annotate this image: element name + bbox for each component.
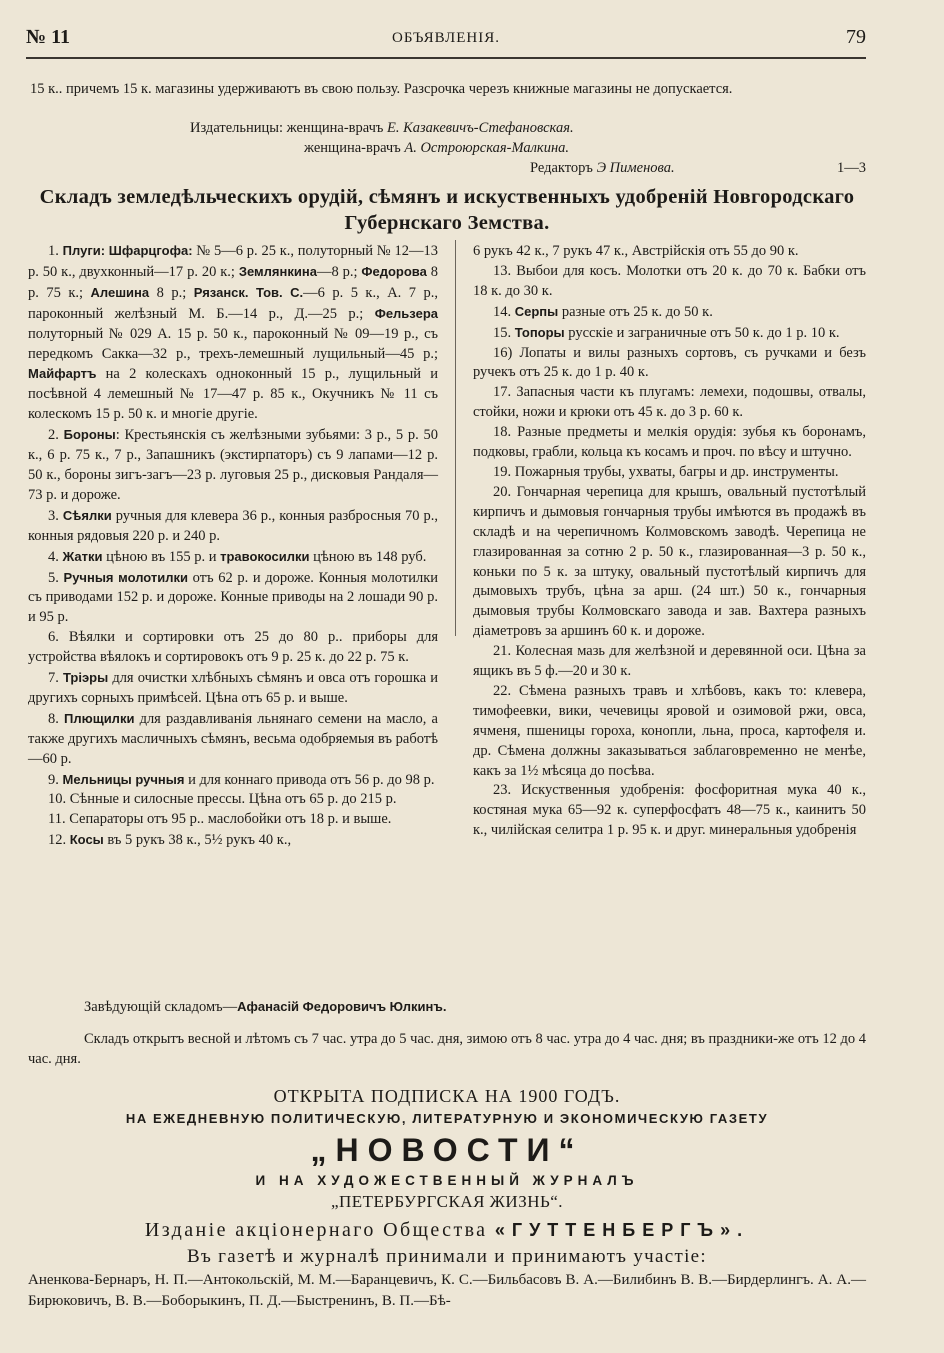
item-keyword: Мельницы ручныя [62, 771, 185, 787]
item-text: —6 р. 5 к., А. 7 р., пароконный желѣзный М. Б.—14 р., Д.—25 р.; [28, 284, 438, 322]
editor-name: Э Пименова. [596, 160, 675, 176]
item-text: 4. [48, 548, 63, 565]
item-text: 3. [48, 507, 63, 524]
item-keyword: травокосилки [220, 548, 310, 564]
list-item [473, 682, 866, 782]
item-keyword: Серпы [514, 303, 559, 319]
list-item [473, 642, 866, 682]
list-item [28, 668, 438, 709]
item-keyword: Тріэры [62, 670, 109, 686]
item-text: 7. [48, 670, 63, 687]
item-text: 19. Пожарныя трубы, ухваты, багры и др. инструменты. [493, 463, 839, 480]
list-item [28, 709, 438, 770]
item-text: № 5—6 р. 25 к., полуторный № 12—13 р. 50 к., двухконный—17 р. 20 к.; [28, 243, 439, 280]
list-item [28, 547, 438, 568]
item-keyword: Жатки [62, 548, 103, 564]
publisher-2-name: А. Остроюрская-Малкина. [404, 140, 570, 156]
item-keyword: Фельзера [374, 305, 438, 321]
list-item [473, 344, 866, 384]
item-text: 22. Сѣмена разныхъ травъ и хлѣбовъ, какъ то: клевера, тимофеевки, вики, чечевицы яровой и озимовой ржи, овса, ячменя, пшеницы гороха, конопли, льна, проса, картофеля и. др. Сѣмена должны заказываться заблаговременно не менѣе, какъ за 1½ мѣсяца до посѣва. [473, 682, 866, 779]
opening-hours-text: Складъ открытъ весной и лѣтомъ съ 7 час. утра до 5 час. дня, зимою отъ 8 час. утра до 4 час. дня; въ праздники-же отъ 12 до 4 час. дня. [28, 1031, 866, 1067]
item-text: 14. [493, 303, 515, 320]
item-text: 10. Сѣнные и силосные прессы. Цѣна отъ 65 р. до 215 р. [48, 791, 397, 808]
item-text: 12. [48, 832, 70, 849]
list-item [473, 383, 866, 423]
item-text: 6 рукъ 42 к., 7 рукъ 47 к., Австрійскія отъ 55 до 90 к. [473, 243, 799, 259]
publisher-1-title: женщина-врачъ [286, 120, 384, 136]
previous-ad-continuation: 15 к.. причемъ 15 к. магазины удерживаютъ въ свою пользу. Разсрочка черезъ книжные магазины не допускается. [30, 81, 733, 97]
item-keyword: Сѣялки [62, 507, 112, 523]
item-text: цѣною въ 155 р. и [102, 548, 221, 565]
list-item [473, 463, 866, 483]
item-text: 21. Колесная мазь для желѣзной и деревянной оси. Цѣна за ящикъ въ 5 ф.—20 и 30 к. [473, 643, 866, 680]
item-text: ручныя для клевера 36 р., конныя разбросныя 70 р., конныя рядовыя 220 р. и 240 р. [28, 507, 438, 544]
item-text: 13. Выбои для косъ. Молотки отъ 20 к. до 70 к. Бабки отъ 18 к. до 30 к. [473, 262, 866, 299]
publisher-line [28, 1219, 866, 1242]
item-keyword: Плющилки [64, 710, 135, 726]
item-text: 15. [493, 324, 515, 341]
participants-intro: Въ газетѣ и журналѣ принимали и принимаютъ участіе: [187, 1246, 707, 1267]
item-text: 23. Искуственныя удобренія: фосфоритная мука 40 к., костяная мука 65—92 к. суперфосфатъ 48—75 к., каинитъ 50 к., чилійская селитра 1 р. 95 к. и друг. минеральныя удобренія [473, 782, 866, 839]
item-text: 1. [48, 243, 63, 259]
publishers-block [190, 118, 574, 158]
item-keyword: Рязанск. Тов. С. [193, 284, 304, 300]
item-text: и для коннаго привода отъ 56 р. до 98 р. [184, 771, 435, 788]
item-text: на 2 колескахъ одноконный 15 р., лущильный и посѣвной 4 лемешный № 17—47 р. 85 к., Окучникъ № 11 съ колескомъ 15 р. 50 к. и многіе другіе. [28, 366, 438, 423]
manager-name: Афанасій Федоровичъ Юлкинъ. [237, 999, 447, 1014]
item-text: отъ 62 р. и дороже. Конныя молотилки съ приводами 152 р. и дороже. Конные приводы на 2 лошади 90 р. и 95 р. [28, 569, 439, 626]
item-text: русскіе и заграничные отъ 50 к. до 1 р. 10 к. [564, 324, 840, 341]
list-item [473, 781, 866, 841]
newspaper-description: НА ЕЖЕДНЕВНУЮ ПОЛИТИЧЕСКУЮ, ЛИТЕРАТУРНУЮ И ЭКОНОМИЧЕСКУЮ ГАЗЕТУ [125, 1111, 769, 1126]
item-text: полуторный № 029 А. 15 р. 50 к., пароконный № 09—19 р., съ передкомъ Сакка—32 р., трехъ-лемешный лущильный—45 р.; [28, 325, 438, 362]
item-text: 8 р. 75 к.; [28, 263, 439, 301]
list-item [473, 483, 866, 642]
item-text: цѣною въ 148 руб. [309, 548, 427, 565]
newspaper-name: „НОВОСТИ“ [310, 1132, 584, 1168]
item-keyword: Майфартъ [28, 366, 97, 382]
list-item [28, 830, 438, 851]
list-item [473, 323, 866, 344]
list-item [28, 628, 438, 668]
item-text: 9. [48, 771, 63, 788]
publisher-1-name: Е. Казакевичъ-Стефановская. [387, 120, 574, 136]
item-text: 11. Сепараторы отъ 95 р.. маслобойки отъ 18 р. и выше. [48, 811, 392, 828]
manager-line [84, 999, 446, 1016]
publisher-prefix: Изданіе акціонернаго Общества [144, 1219, 488, 1241]
issue-number: № 11 [26, 26, 70, 48]
item-text: 16) Лопаты и вилы разныхъ сортовъ, съ ручками и безъ ручекъ отъ 25 к. до 1 р. 40 к. [473, 344, 866, 381]
list-item [28, 770, 438, 791]
publisher-line-1 [190, 118, 574, 138]
list-item [28, 241, 438, 425]
ad-serial: 1—3 [837, 160, 866, 176]
item-text: 5. [48, 569, 64, 586]
item-keyword: Алешина [90, 284, 150, 300]
item-keyword: Ручныя молотилки [63, 569, 189, 585]
publisher-line-2 [190, 138, 574, 158]
item-keyword: Федорова [361, 263, 427, 279]
list-item [473, 302, 866, 323]
publisher-2-title: женщина-врачъ [304, 140, 401, 156]
left-column [28, 241, 438, 851]
item-text: 2. [48, 427, 64, 444]
publisher-name: «ГУТТЕНБЕРГЪ». [494, 1220, 750, 1240]
list-item [473, 242, 866, 262]
item-text: для раздавливанія льнянаго семени на масло, а также другихъ масличныхъ сѣмянъ, весьма одобряемыя въ работѣ—60 р. [28, 710, 438, 767]
item-keyword: Косы [69, 832, 104, 848]
journal-description: И НА ХУДОЖЕСТВЕННЫЙ ЖУРНАЛЪ [255, 1173, 639, 1188]
item-text: разные отъ 25 к. до 50 к. [558, 303, 713, 320]
publishers-label: Издательницы: [190, 120, 284, 136]
page-number: 79 [846, 26, 866, 48]
editor-label: Редакторъ [530, 160, 593, 176]
editor-line [530, 160, 866, 177]
item-text: : Крестьянскія съ желѣзными зубьями: 3 р., 5 р. 50 к., 6 р. 75 к., 7 р., Запашникъ (экстирпаторъ) съ 9 лапами—12 р. 50 к., бороны зигъ-загъ—23 р. луговыя 25 р., дисковыя Рандаля—73 р. и дороже. [28, 427, 438, 503]
authors-list: Аненкова-Бернаръ, Н. П.—Антокольскій, М. М.—Баранцевичъ, К. С.—Бильбасовъ В. А.—Билибинъ В. В.—Бирдерлингъ. А. А.—Бирюковичъ, В. В.—Боборыкинъ, П. Д.—Быстренинъ, В. П.—Бѣ- [28, 1272, 866, 1309]
warehouse-heading: Складъ земледѣльческихъ орудій, сѣмянъ и искуственныхъ удобреній Новгородскаго Губернскаго Земства. [39, 186, 855, 234]
section-title: ОБЪЯВЛЕНІЯ. [392, 30, 500, 46]
item-keyword: Землянкина [238, 263, 317, 279]
right-column [473, 242, 866, 841]
list-item [28, 810, 438, 830]
item-text: 18. Разные предметы и мелкія орудія: зубья къ боронамъ, подковы, грабли, кольца къ косамъ и проч. по вѣсу и штучно. [473, 424, 866, 461]
item-text: 6. Вѣялки и сортировки отъ 25 до 80 р.. приборы для устройства вѣялокъ и сортировокъ отъ 9 р. 25 к. до 22 р. 75 к. [28, 629, 438, 666]
column-divider [455, 240, 456, 636]
manager-prefix: Завѣдующій складомъ— [84, 999, 238, 1015]
header-rule [26, 57, 866, 59]
subscription-heading: ОТКРЫТА ПОДПИСКА НА 1900 ГОДЪ. [273, 1086, 621, 1106]
item-text: въ 5 рукъ 38 к., 5½ рукъ 40 к., [103, 832, 292, 849]
item-text: 8. [48, 710, 65, 727]
item-text: для очистки хлѣбныхъ сѣмянъ и овса отъ горошка и другихъ сорныхъ примѣсей. Цѣна отъ 65 р. и выше. [28, 670, 439, 706]
list-item [28, 790, 438, 810]
opening-hours [28, 1029, 866, 1069]
item-text: 20. Гончарная черепица для крышъ, овальный пустотѣлый кирпичъ и дымовыя гончарныя трубы имѣются въ продажѣ въ складѣ и на черепичномъ Колмовскомъ заводѣ. Черепица не глазированная за сотню 2 р. 50 к., глазированная—3 р. 50 к., коньки по 5 к. за штуку, овальный пустотѣлый кирпичъ для дымовыхъ трубъ, цѣна за арш. (24 шт.) 50 к., гончарныя дымовыя трубы Колмовскаго завода и зав. Вахтера разныхъ діаметровъ за аршинъ 60 к. и дороже. [473, 483, 866, 640]
item-text: —8 р.; [316, 263, 362, 280]
list-item [28, 506, 438, 547]
item-text: 8 р.; [149, 284, 194, 301]
item-keyword: Топоры [514, 324, 565, 340]
item-keyword: Бороны [63, 427, 116, 443]
journal-name: „ПЕТЕРБУРГСКАЯ ЖИЗНЬ“. [330, 1192, 564, 1211]
page-header [26, 26, 866, 54]
list-item [473, 262, 866, 302]
item-text: 17. Запасныя части къ плугамъ: лемехи, подошвы, отвалы, стойки, ножи и крюки отъ 45 к. до 3 р. 60 к. [473, 384, 866, 421]
item-keyword: Плуги: Шфарцгофа: [62, 243, 193, 258]
list-item [473, 423, 866, 463]
list-item [28, 425, 438, 506]
list-item [28, 568, 438, 629]
